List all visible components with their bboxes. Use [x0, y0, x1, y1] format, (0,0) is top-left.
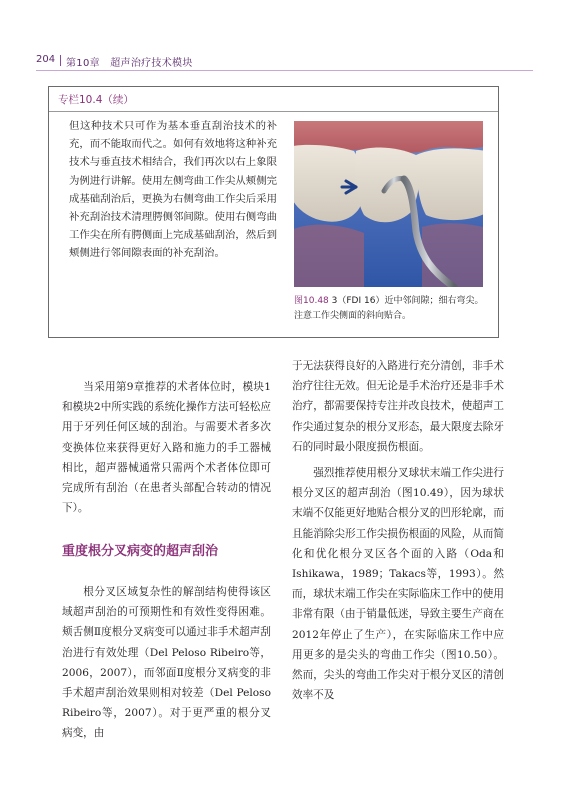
chapter-title: 第10章 超声治疗技术模块	[66, 58, 193, 69]
page-header	[0, 0, 567, 68]
figure-number: 图10.48	[294, 296, 329, 306]
header-rule	[36, 70, 533, 71]
section-heading: 重度根分叉病变的超声刮治	[62, 544, 219, 559]
left-column-body	[62, 582, 271, 744]
sidebar-box-title: 专栏10.4（续）	[58, 94, 134, 106]
figure-caption-text: 3（FDI 16）近中邻间隙；细右弯尖。注意工作尖侧面的斜向贴合。	[294, 296, 484, 321]
right-column	[292, 356, 504, 705]
left-column-intro	[62, 377, 271, 518]
header-divider	[60, 55, 61, 66]
left-paragraph-1: 当采用第9章推荐的术者体位时，模块1和模块2中所实践的系统化操作方法可轻松应用于牙列任何区域的刮治。与需要术者多次变换体位来获得更好入路和施力的手工器械相比，超声器械通常只需两个术者体位即可完成所有刮治（在患者头部配合转动的情况下）。	[62, 381, 271, 515]
right-paragraph-2: 强烈推荐使用根分叉球状末端工作尖进行根分叉区的超声刮治（图10.49），因为球状末端不仅能更好地贴合根分叉的凹形轮廓，而且能消除尖形工作尖损伤根面的风险，从而简化和优化根分叉区各个面的入路（Oda和Ishikawa，1989；Takacs等，1993）。然而，球状末端工作尖在实际临床工作中的使用非常有限（由于销量低迷，导致主要生产商在2012年停止了生产），在实际临床工作中应用更多的是尖头的弯曲工作尖（图10.50）。然而，尖头的弯曲工作尖对于根分叉区的清创效率不及	[292, 467, 504, 702]
sidebar-box	[48, 86, 499, 338]
left-paragraph-2: 根分叉区域复杂性的解剖结构使得该区域超声刮治的可预期性和有效性变得困难。颊舌侧Ⅱ度根分叉病变可以通过非手术超声刮治进行有效处理（Del Peloso Ribeiro等，2006，2007），而邻面Ⅱ度根分叉病变的非手术超声刮治效果则相对较差（Del Peloso Ribeiro等，2007）。对于更严重的根分叉病变，由	[62, 586, 271, 740]
sidebar-box-text: 但这种技术只可作为基本垂直刮治技术的补充，而不能取而代之。如何有效地将这种补充技术与垂直技术相结合，我们再次以右上象限为例进行讲解。使用左侧弯曲工作尖从颊侧完成基础刮治后，更换为右侧弯曲工作尖后采用补充刮治技术清理腭侧邻间隙。使用右侧弯曲工作尖在所有腭侧面上完成基础刮治，然后到颊侧进行邻间隙表面的补充刮治。	[69, 120, 277, 260]
figure-photo-dental-scaling	[294, 121, 483, 287]
figure-caption	[294, 294, 490, 324]
right-paragraph-1: 于无法获得良好的入路进行充分清创，非手术治疗往往无效。但无论是手术治疗还是非手术治疗，都需要保持专注并改良技术，使超声工作尖通过复杂的根分叉形态，最大限度去除牙石的同时最小限度损伤根面。	[292, 360, 504, 453]
page-number: 204	[36, 54, 56, 65]
sidebar-box-titlebar	[49, 87, 498, 112]
